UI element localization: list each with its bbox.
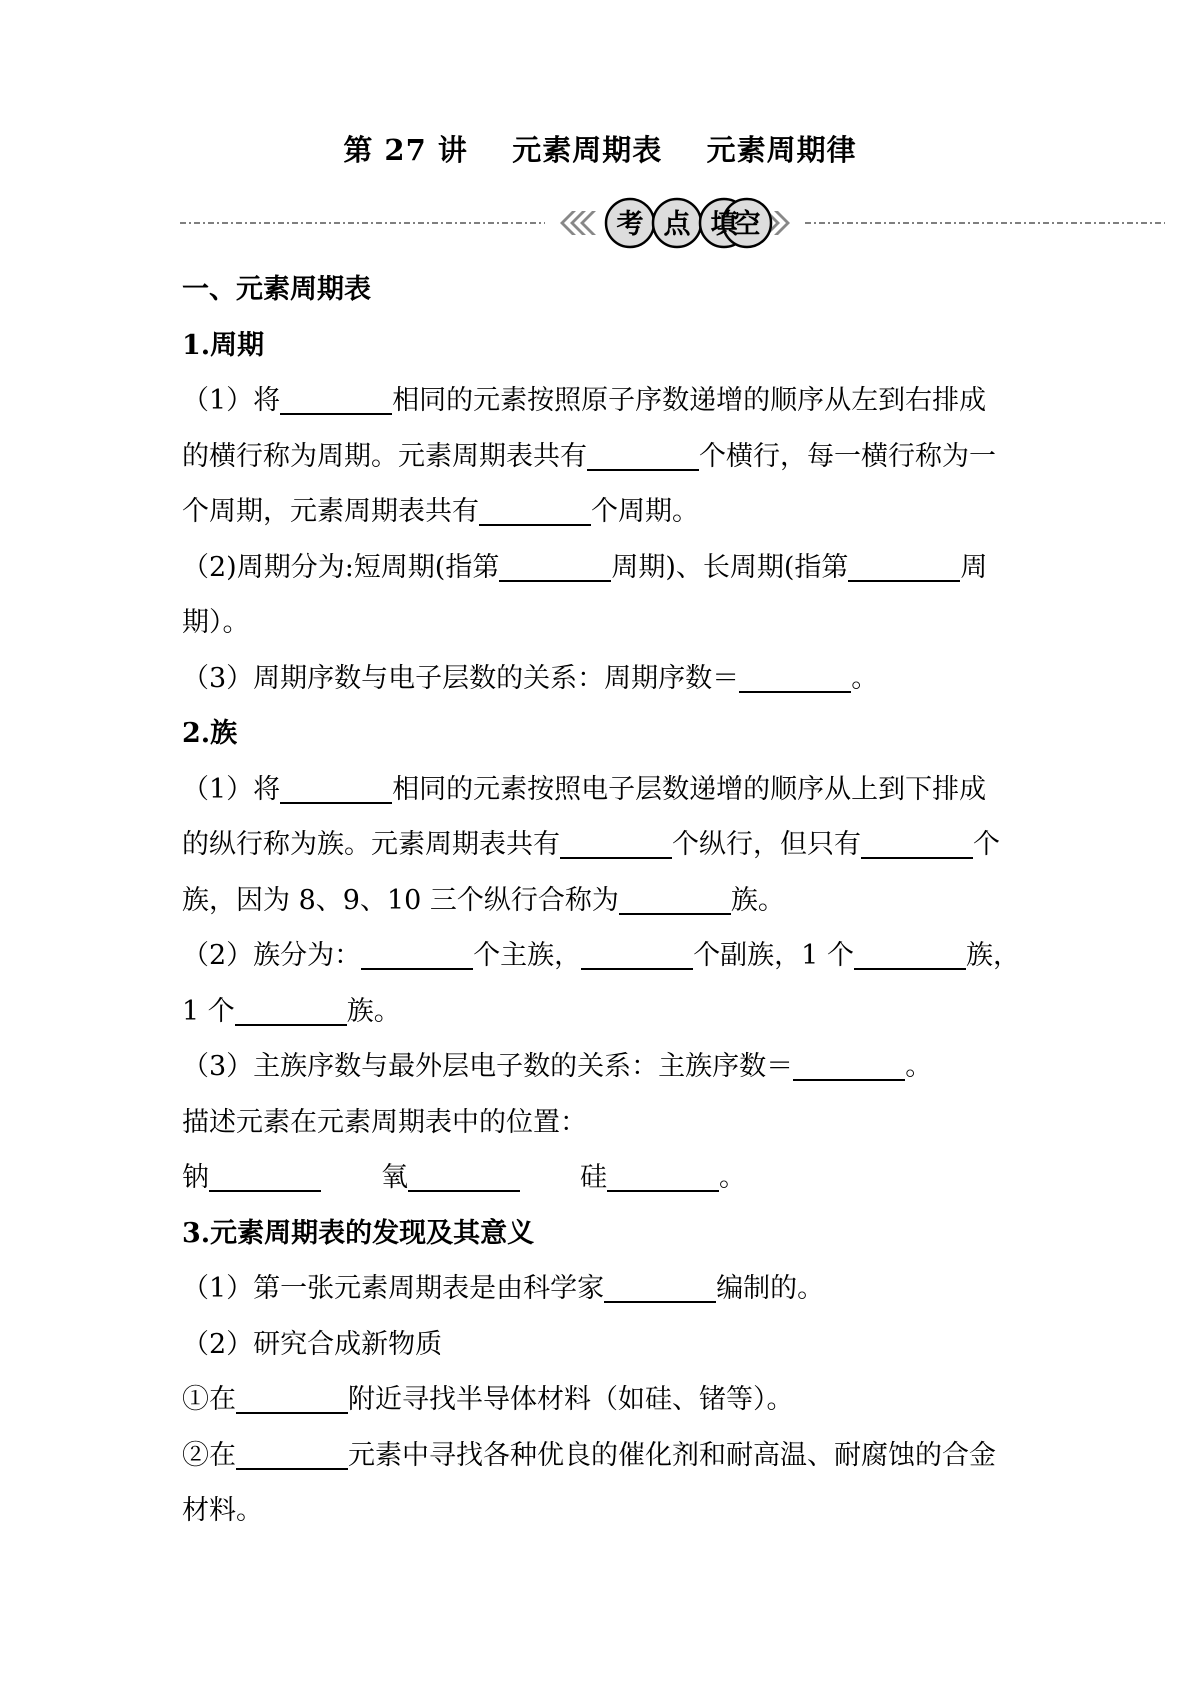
answer-blank[interactable]: [209, 1158, 321, 1192]
answer-blank[interactable]: [848, 548, 960, 582]
period-item-1-line-1: （1）将 相同的元素按照原子序数递增的顺序从左到右排成: [182, 373, 1027, 429]
answer-blank[interactable]: [607, 1158, 719, 1192]
subsection-heading-discovery: 3.元素周期表的发现及其意义: [182, 1217, 535, 1249]
title-topic-1: 元素周期表: [512, 133, 663, 167]
title-topic-2: 元素周期律: [706, 133, 857, 167]
banner-char-1: 考: [616, 209, 644, 240]
discovery-item-1: （1）第一张元素周期表是由科学家 编制的。: [182, 1261, 1027, 1317]
group-item-2-line-1: （2）族分为： 个主族， 个副族，1 个 族，: [182, 928, 1027, 984]
answer-blank[interactable]: [861, 825, 973, 859]
answer-blank[interactable]: [236, 1436, 348, 1470]
position-prompt: 描述元素在元素周期表中的位置：: [182, 1106, 587, 1138]
answer-blank[interactable]: [739, 659, 851, 693]
period-item-3: （3）周期序数与电子层数的关系：周期序数＝ 。: [182, 651, 1027, 707]
subsection-heading-period: 1.周期: [182, 329, 265, 361]
answer-blank[interactable]: [361, 936, 473, 970]
answer-blank[interactable]: [236, 1380, 348, 1414]
lecture-number: 第 27 讲: [343, 133, 468, 167]
period-item-1-line-3: 个周期，元素周期表共有 个周期。: [182, 484, 1027, 540]
period-item-1-line-2: 的横行称为周期。元素周期表共有 个横行，每一横行称为一: [182, 429, 1027, 485]
answer-blank[interactable]: [280, 770, 392, 804]
banner-char-2: 点: [663, 209, 691, 240]
answer-blank[interactable]: [581, 936, 693, 970]
answer-blank[interactable]: [587, 437, 699, 471]
answer-blank[interactable]: [408, 1158, 520, 1192]
answer-blank[interactable]: [280, 381, 392, 415]
section-heading: 一、元素周期表: [182, 274, 371, 305]
banner-char-4: 空: [733, 209, 761, 240]
discovery-item-2-b: ②在 元素中寻找各种优良的催化剂和耐高温、耐腐蚀的合金: [182, 1428, 1027, 1484]
group-item-2-line-2: 1 个 族。: [182, 984, 1027, 1040]
worksheet-content: [182, 262, 1027, 1539]
group-item-1-line-1: （1）将 相同的元素按照电子层数递增的顺序从上到下排成: [182, 762, 1027, 818]
answer-blank[interactable]: [854, 936, 966, 970]
answer-blank[interactable]: [479, 492, 591, 526]
subsection-heading-group: 2.族: [182, 718, 238, 749]
left-chevrons-icon: [560, 211, 596, 235]
discovery-item-2-a: ①在 附近寻找半导体材料（如硅、锗等）。: [182, 1372, 1027, 1428]
element-position-line: 钠 氧 硅 。: [182, 1150, 1027, 1206]
group-item-1-line-2: 的纵行称为族。元素周期表共有 个纵行，但只有 个: [182, 817, 1027, 873]
answer-blank[interactable]: [604, 1269, 716, 1303]
answer-blank[interactable]: [619, 881, 731, 915]
discovery-item-2: （2）研究合成新物质: [182, 1328, 443, 1360]
discovery-item-2-b-cont: 材料。: [182, 1495, 263, 1526]
banner-char-3: 填: [710, 209, 738, 240]
page-title: [0, 128, 1200, 169]
answer-blank[interactable]: [793, 1047, 905, 1081]
answer-blank[interactable]: [499, 548, 611, 582]
answer-blank[interactable]: [235, 992, 347, 1026]
answer-blank[interactable]: [560, 825, 672, 859]
section-banner: [0, 195, 1200, 251]
group-item-3: （3）主族序数与最外层电子数的关系：主族序数＝ 。: [182, 1039, 1027, 1095]
group-item-1-line-3: 族，因为 8、9、10 三个纵行合称为 族。: [182, 873, 1027, 929]
period-item-2-line-2: 期）。: [182, 607, 250, 638]
period-item-2-line-1: （2)周期分为:短周期(指第 周期)、长周期(指第 周: [182, 540, 1027, 596]
